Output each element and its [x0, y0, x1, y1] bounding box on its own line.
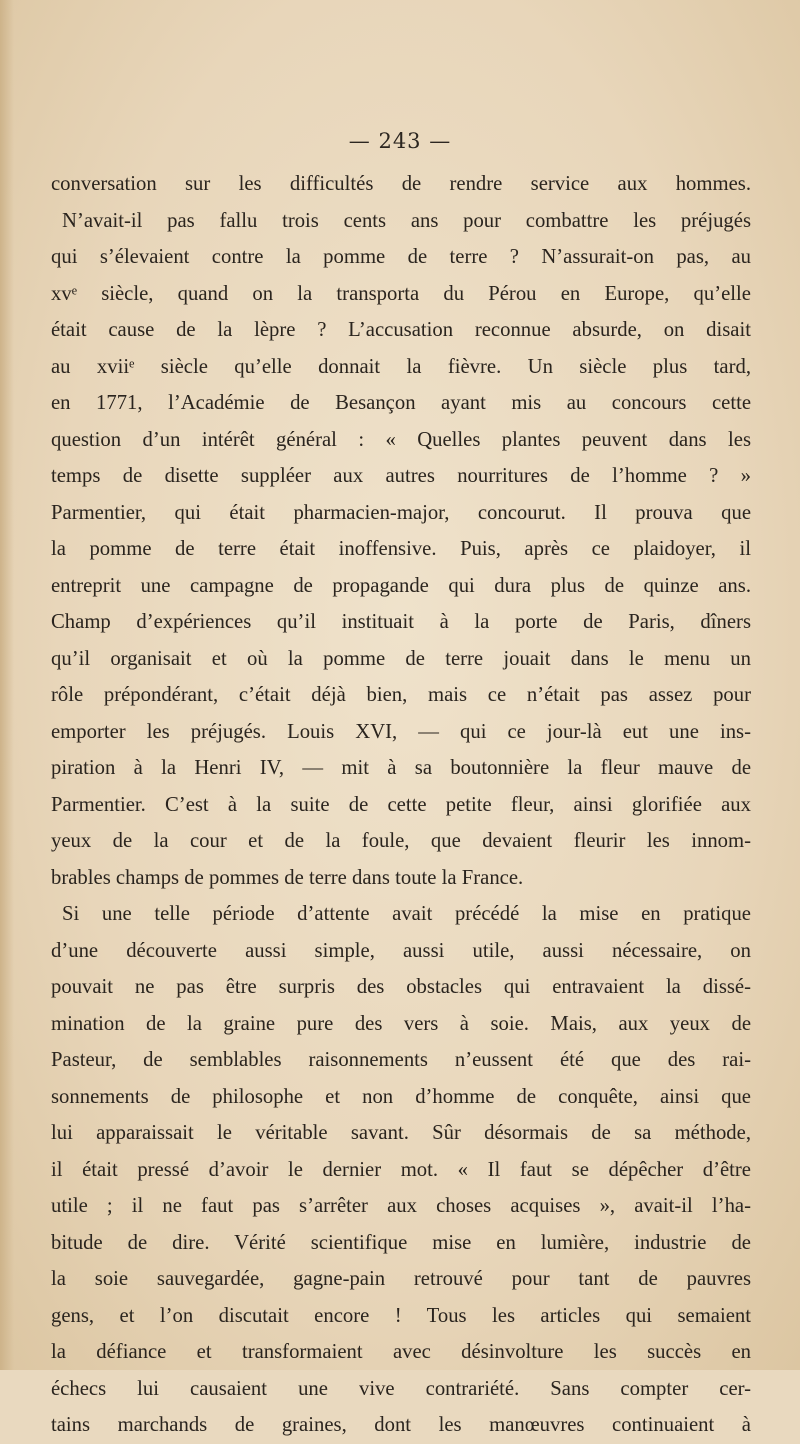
- text-line: yeux de la cour et de la foule, que devaient fleurir les innom-: [51, 830, 751, 852]
- text-line: sonnements de philosophe et non d’homme de conquête, ainsi que: [51, 1085, 751, 1108]
- text-line: Pasteur, de semblables raisonnements n’eussent été que des rai-: [51, 1049, 751, 1071]
- body-text: [51, 166, 751, 1444]
- text-line: temps de disette suppléer aux autres nourritures de l’homme ? »: [51, 465, 751, 487]
- text-line: pouvait ne pas être surpris des obstacles qui entravaient la dissé-: [51, 976, 751, 998]
- text-line: entreprit une campagne de propagande qui dura plus de quinze ans.: [51, 574, 751, 597]
- text-line: bitude de dire. Vérité scientifique mise en lumière, industrie de: [51, 1231, 751, 1254]
- text-line: utile ; il ne faut pas s’arrêter aux choses acquises », avait-il l’ha-: [51, 1195, 751, 1217]
- text-line: xvᵉ siècle, quand on la transporta du Pérou en Europe, qu’elle: [51, 282, 751, 305]
- text-line: Si une telle période d’attente avait précédé la mise en pratique: [62, 903, 751, 925]
- text-line: lui apparaissait le véritable savant. Sûr désormais de sa méthode,: [51, 1122, 751, 1144]
- text-line: qui s’élevaient contre la pomme de terre ? N’assurait-on pas, au: [51, 246, 751, 268]
- text-line: question d’un intérêt général : « Quelles plantes peuvent dans les: [51, 428, 751, 451]
- text-line: était cause de la lèpre ? L’accusation reconnue absurde, on disait: [51, 319, 751, 341]
- text-line: la soie sauvegardée, gagne-pain retrouvé pour tant de pauvres: [51, 1268, 751, 1290]
- text-line: la pomme de terre était inoffensive. Puis, après ce plaidoyer, il: [51, 538, 751, 560]
- text-line: tains marchands de graines, dont les manœuvres continuaient à: [51, 1414, 751, 1436]
- text-line: conversation sur les difficultés de rendre service aux hommes.: [51, 173, 751, 195]
- text-line: la défiance et transformaient avec désinvolture les succès en: [51, 1341, 751, 1363]
- text-line: il était pressé d’avoir le dernier mot. « Il faut se dépêcher d’être: [51, 1158, 751, 1181]
- text-line: au xviiᵉ siècle qu’elle donnait la fièvre. Un siècle plus tard,: [51, 355, 751, 378]
- page-number: — 243 —: [348, 129, 452, 153]
- text-line: N’avait-il pas fallu trois cents ans pour combattre les préjugés: [62, 209, 751, 232]
- page-fold-shadow: [0, 0, 14, 1370]
- text-line: échecs lui causaient une vive contrariété. Sans compter cer-: [51, 1377, 751, 1400]
- text-line: en 1771, l’Académie de Besançon ayant mis au concours cette: [51, 392, 751, 414]
- text-line: piration à la Henri IV, — mit à sa boutonnière la fleur mauve de: [51, 757, 751, 779]
- text-line: Parmentier, qui était pharmacien-major, concourut. Il prouva que: [51, 501, 751, 524]
- text-line: mination de la graine pure des vers à soie. Mais, aux yeux de: [51, 1012, 751, 1035]
- text-line: emporter les préjugés. Louis XVI, — qui ce jour-là eut une ins-: [51, 720, 751, 743]
- text-line: d’une découverte aussi simple, aussi utile, aussi nécessaire, on: [51, 939, 751, 962]
- text-line: brables champs de pommes de terre dans toute la France.: [51, 866, 524, 889]
- text-line: qu’il organisait et où la pomme de terre jouait dans le menu un: [51, 647, 751, 670]
- text-line: rôle prépondérant, c’était déjà bien, mais ce n’était pas assez pour: [51, 684, 751, 706]
- text-line: Champ d’expériences qu’il instituait à la porte de Paris, dîners: [51, 611, 751, 633]
- text-line: Parmentier. C’est à la suite de cette petite fleur, ainsi glorifiée aux: [51, 793, 751, 816]
- text-line: gens, et l’on discutait encore ! Tous les articles qui semaient: [51, 1304, 751, 1327]
